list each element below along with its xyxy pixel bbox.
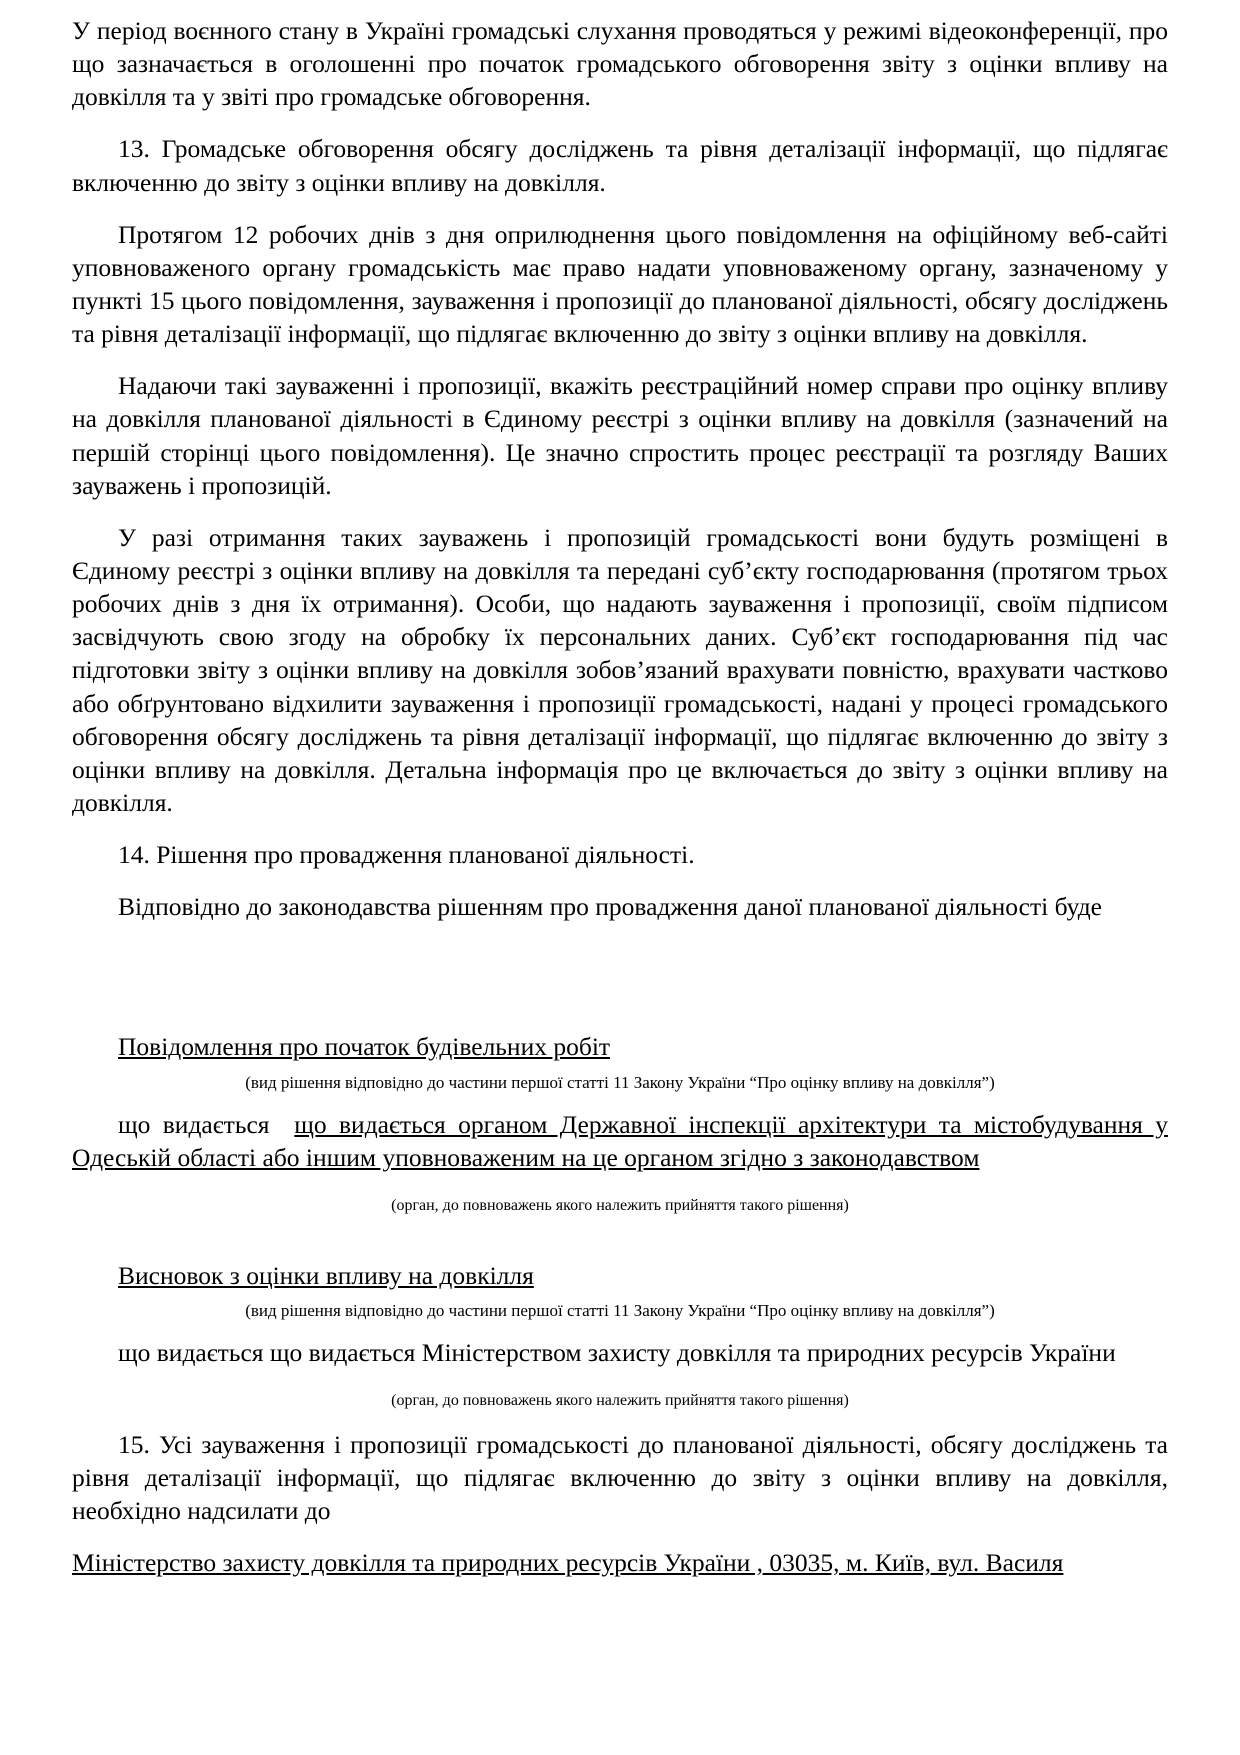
decision-1-caption: (вид рішення відповідно до частини першої статті 11 Закону України “Про оцінку впливу на довкілля”) [245, 1072, 995, 1092]
decision-2-authority-caption: (орган, до повноважень якого належить прийняття такого рішення) [391, 1392, 849, 1410]
paragraph-registration-number: Надаючи такі зауваженні і пропозиції, вкажіть реєстраційний номер справи про оцінку впливу на довкілля планованої діяльності в Єдиному реєстрі з оцінки впливу на довкілля (зазначений на першій сторінці цього повідомлення). Це значно спростить процес реєстрації та розгляду Ваших зауважень і пропозицій. [72, 371, 1168, 500]
paragraph-12-working-days: Протягом 12 робочих днів з дня оприлюднення цього повідомлення на офіційному веб-сайті уповноваженого органу громадськість має право надати уповноваженому органу, зазначеному у пункті 15 цього повідомлення, зауваження і пропозиції до планованої діяльності, обсягу досліджень та рівня деталізації інформації, що підлягає включенню до звіту з оцінки впливу на довкілля. [72, 219, 1168, 349]
paragraph-war-period: У період воєнного стану в Україні громадські слухання проводяться у режимі відеоконференції, про що зазначається в оголошенні про початок громадського обговорення звіту з оцінки впливу на довкілля та у звіті про громадське обговорення. [72, 16, 1168, 112]
vertical-gap-small [72, 1184, 1168, 1196]
recipient-address-line: Міністерство захисту довкілля та природних ресурсів України , 03035, м. Київ, вул. Василя [72, 1548, 1064, 1578]
decision-2-title [72, 1259, 1168, 1292]
decision-1-issued-by [72, 1108, 1168, 1174]
decision-1-authority-caption: (орган, до повноважень якого належить прийняття такого рішення) [391, 1196, 849, 1214]
decision-1-title-text: Повідомлення про початок будівельних робіт [118, 1032, 611, 1062]
vertical-gap-medium [72, 1233, 1168, 1259]
decision-2-title-text: Висновок з оцінки впливу на довкілля [118, 1260, 534, 1290]
paragraph-item-15: 15. Усі зауваження і пропозиції громадськості до планованої діяльності, обсягу досліджень та рівня деталізації інформації, що підлягає включенню до звіту з оцінки впливу на довкілля, необхідно надсилати до [72, 1429, 1168, 1526]
decision-1-title [72, 1030, 1168, 1063]
decision-block-1 [72, 1030, 1168, 1216]
decision-2-caption: (вид рішення відповідно до частини першої статті 11 Закону України “Про оцінку впливу на довкілля”) [245, 1300, 995, 1320]
vertical-gap [72, 942, 1168, 1030]
decision-2-issued-body: що видається Міністерством захисту довкілля та природних ресурсів України [269, 1337, 1116, 1367]
decision-1-issued-prefix: що видається [118, 1109, 270, 1139]
paragraph-item-13: 13. Громадське обговорення обсягу досліджень та рівня деталізації інформації, що підлягає включенню до звіту з оцінки впливу на довкілля. [72, 134, 1168, 197]
paragraph-decision-intro: Відповідно до законодавства рішенням про провадження даної планованої діяльності буде [118, 892, 1103, 922]
decision-2-issued-by [72, 1336, 1168, 1369]
decision-block-2 [72, 1259, 1168, 1412]
paragraph-item-14: 14. Рішення про провадження планованої діяльності. [118, 840, 695, 870]
decision-1-issued-body: що видається органом Державної інспекції архітектури та містобудування у Одеській області або іншим уповноваженим на це органом згідно з законодавством [72, 1109, 1169, 1172]
vertical-gap-small-2 [72, 1379, 1168, 1391]
paragraph-public-comments-handling: У разі отримання таких зауважень і пропозицій громадськості вони будуть розміщені в Єдиному реєстрі з оцінки впливу на довкілля та передані суб’єкту господарювання (протягом трьох робочих днів з дня їх отримання). Особи, що надають зауваження і пропозиції, своїм підписом засвідчують свою згоду на обробку їх персональних даних. Суб’єкт господарювання під час підготовки звіту з оцінки впливу на довкілля зобов’язаний врахувати повністю, врахувати частково або обґрунтовано відхилити зауваження і пропозиції громадськості, надані у процесі громадського обговорення обсягу досліджень та рівня деталізації інформації, що підлягає включенню до звіту з оцінки впливу на довкілля. Детальна інформація про це включається до звіту з оцінки впливу на довкілля. [72, 522, 1168, 817]
decision-2-issued-prefix: що видається [118, 1337, 264, 1367]
